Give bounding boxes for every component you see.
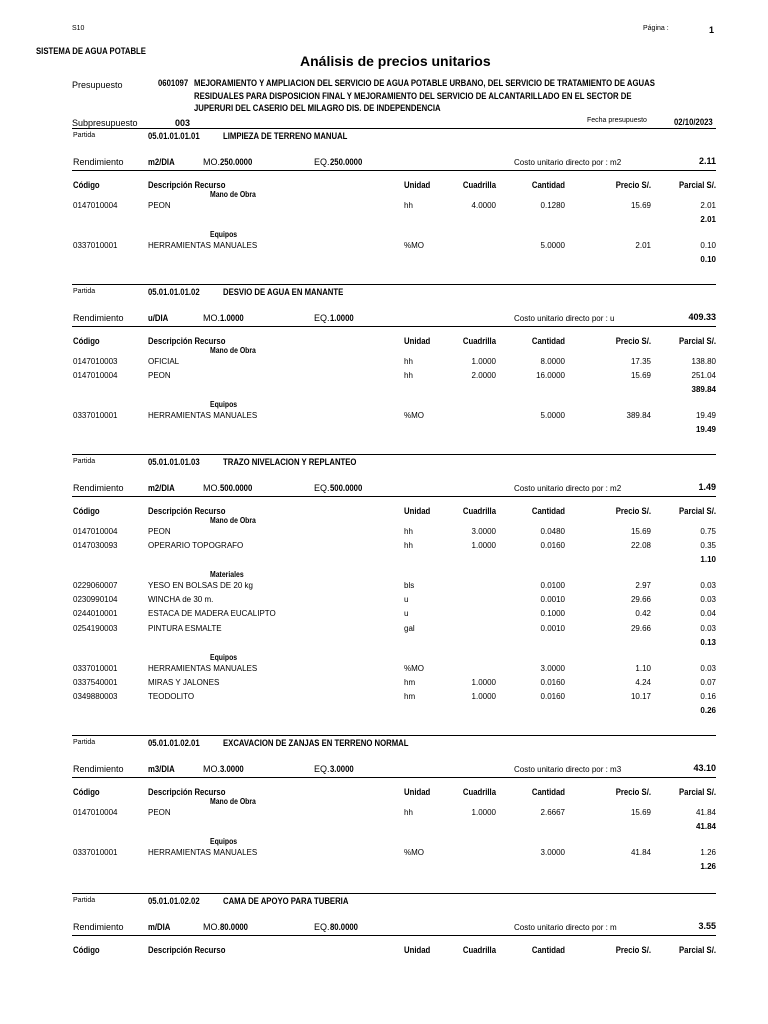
eq-value: 3.0000 bbox=[330, 764, 354, 774]
mo-value: 500.0000 bbox=[220, 483, 253, 493]
mo-value: 3.0000 bbox=[220, 764, 244, 774]
row-description: OFICIAL bbox=[148, 357, 180, 366]
rendimiento-label: Rendimiento bbox=[73, 922, 124, 932]
rendimiento-label: Rendimiento bbox=[73, 764, 124, 774]
unit-cost: 1.49 bbox=[698, 482, 716, 492]
row-cuadrilla: 1.0000 bbox=[471, 357, 496, 366]
row-cantidad: 3.0000 bbox=[540, 663, 565, 673]
eq-value: 1.0000 bbox=[330, 313, 354, 323]
row-precio: 1.10 bbox=[635, 663, 651, 673]
col-header-unidad: Unidad bbox=[404, 945, 431, 955]
mo-value: 250.0000 bbox=[220, 157, 253, 167]
row-cantidad: 0.0480 bbox=[540, 527, 565, 536]
row-cantidad: 0.1280 bbox=[540, 201, 565, 210]
row-parcial: 0.03 bbox=[700, 581, 716, 591]
mo-value: 1.0000 bbox=[220, 313, 244, 323]
row-parcial: 0.75 bbox=[700, 527, 716, 536]
col-header-cantidad: Cantidad bbox=[531, 336, 565, 346]
eq-value: 80.0000 bbox=[330, 922, 358, 932]
row-description: YESO EN BOLSAS DE 20 kg bbox=[148, 581, 253, 591]
unit-cost: 2.11 bbox=[698, 156, 716, 166]
row-cantidad: 16.0000 bbox=[536, 371, 565, 381]
row-cantidad: 0.0160 bbox=[540, 691, 565, 701]
row-cantidad: 0.1000 bbox=[540, 609, 565, 619]
row-code: 0147010003 bbox=[73, 357, 118, 366]
group-title: Mano de Obra bbox=[210, 346, 256, 355]
partida-code: 05.01.01.01.03 bbox=[148, 457, 200, 467]
row-cuadrilla: 3.0000 bbox=[471, 527, 496, 536]
eq-value: 250.0000 bbox=[330, 157, 363, 167]
row-parcial: 19.49 bbox=[695, 411, 716, 421]
col-header-unidad: Unidad bbox=[404, 506, 431, 516]
row-description: PINTURA ESMALTE bbox=[148, 623, 222, 633]
row-description: ESTACA DE MADERA EUCALIPTO bbox=[148, 609, 276, 619]
col-header-cuadrilla: Cuadrilla bbox=[462, 180, 496, 190]
row-parcial: 138.80 bbox=[691, 357, 716, 366]
row-unit: hm bbox=[404, 691, 416, 701]
partida-name: EXCAVACION DE ZANJAS EN TERRENO NORMAL bbox=[223, 738, 409, 748]
row-unit: %MO bbox=[404, 411, 424, 421]
row-cantidad: 0.0160 bbox=[540, 677, 565, 687]
col-header-descripcion: Descripción Recurso bbox=[148, 506, 226, 516]
row-unit: bls bbox=[404, 581, 415, 591]
row-precio: 41.84 bbox=[630, 848, 651, 858]
row-description: HERRAMIENTAS MANUALES bbox=[148, 663, 258, 673]
budget-desc-line-2: RESIDUALES PARA DISPOSICION FINAL Y MEJORAMIENTO DEL SERVICIO DE ALCANTARILLADO EN EL SECTOR DE bbox=[194, 91, 632, 101]
eq-value: 500.0000 bbox=[330, 483, 363, 493]
row-parcial: 2.01 bbox=[700, 201, 716, 210]
mo-label: MO. bbox=[203, 483, 220, 493]
rendimiento-divider bbox=[72, 777, 716, 778]
col-header-cantidad: Cantidad bbox=[531, 787, 565, 797]
row-cantidad: 0.0100 bbox=[540, 581, 565, 591]
row-unit: hh bbox=[404, 527, 413, 536]
row-cuadrilla: 1.0000 bbox=[471, 691, 496, 701]
rendimiento-divider bbox=[72, 496, 716, 497]
row-cantidad: 3.0000 bbox=[540, 848, 565, 858]
col-header-unidad: Unidad bbox=[404, 336, 431, 346]
col-header-cantidad: Cantidad bbox=[531, 945, 565, 955]
row-precio: 29.66 bbox=[630, 623, 651, 633]
rendimiento-divider bbox=[72, 326, 716, 327]
row-unit: %MO bbox=[404, 848, 424, 858]
rendimiento-unit: m2/DIA bbox=[148, 483, 175, 493]
section-top-divider bbox=[72, 284, 716, 285]
date-label: Fecha presupuesto bbox=[587, 117, 647, 124]
row-code: 0229060007 bbox=[73, 581, 118, 591]
eq-label: EQ. bbox=[314, 922, 330, 932]
col-header-precio: Precio S/. bbox=[615, 945, 651, 955]
row-description: PEON bbox=[148, 201, 171, 210]
partida-code: 05.01.01.02.01 bbox=[148, 738, 200, 748]
section-top-divider bbox=[72, 893, 716, 894]
col-header-precio: Precio S/. bbox=[615, 336, 651, 346]
row-parcial: 0.04 bbox=[700, 609, 716, 619]
col-header-parcial: Parcial S/. bbox=[678, 180, 716, 190]
col-header-parcial: Parcial S/. bbox=[678, 945, 716, 955]
rendimiento-unit: m2/DIA bbox=[148, 157, 175, 167]
row-precio: 2.01 bbox=[635, 241, 651, 251]
page-number: 1 bbox=[709, 25, 715, 35]
unit-cost: 43.10 bbox=[693, 763, 716, 773]
partida-name: TRAZO NIVELACION Y REPLANTEO bbox=[223, 457, 357, 467]
row-unit: %MO bbox=[404, 663, 424, 673]
col-header-cuadrilla: Cuadrilla bbox=[462, 506, 496, 516]
row-unit: u bbox=[404, 595, 409, 605]
section-top-divider bbox=[72, 735, 716, 736]
row-code: 0230990104 bbox=[73, 595, 118, 605]
row-precio: 15.69 bbox=[630, 808, 651, 817]
subbudget-code: 003 bbox=[175, 118, 191, 128]
row-parcial: 251.04 bbox=[691, 371, 716, 381]
unit-cost: 409.33 bbox=[688, 312, 716, 322]
row-description: OPERARIO TOPOGRAFO bbox=[148, 541, 244, 551]
cost-label: Costo unitario directo por : m2 bbox=[514, 484, 622, 493]
eq-label: EQ. bbox=[314, 313, 330, 323]
row-parcial: 0.07 bbox=[700, 677, 716, 687]
partida-name: LIMPIEZA DE TERRENO MANUAL bbox=[223, 131, 348, 141]
row-precio: 29.66 bbox=[630, 595, 651, 605]
row-cantidad: 5.0000 bbox=[540, 241, 565, 251]
eq-label: EQ. bbox=[314, 157, 330, 167]
row-parcial: 0.03 bbox=[700, 623, 716, 633]
budget-label: Presupuesto bbox=[72, 80, 123, 90]
cost-label: Costo unitario directo por : m bbox=[514, 923, 617, 932]
row-code: 0147030093 bbox=[73, 541, 118, 551]
row-code: 0147010004 bbox=[73, 201, 118, 210]
rendimiento-divider bbox=[72, 935, 716, 936]
row-precio: 15.69 bbox=[630, 201, 651, 210]
row-unit: hh bbox=[404, 808, 413, 817]
row-parcial: 0.10 bbox=[700, 241, 716, 251]
col-header-codigo: Código bbox=[73, 506, 100, 516]
col-header-precio: Precio S/. bbox=[615, 180, 651, 190]
row-unit: u bbox=[404, 609, 409, 619]
group-total: 19.49 bbox=[695, 425, 716, 435]
row-precio: 0.42 bbox=[635, 609, 651, 619]
row-description: MIRAS Y JALONES bbox=[148, 677, 220, 687]
row-code: 0147010004 bbox=[73, 808, 118, 817]
mo-label: MO. bbox=[203, 764, 220, 774]
row-code: 0349880003 bbox=[73, 691, 118, 701]
row-description: PEON bbox=[148, 371, 171, 381]
group-total: 0.10 bbox=[700, 255, 716, 265]
cost-label: Costo unitario directo por : m3 bbox=[514, 765, 622, 774]
partida-code: 05.01.01.02.02 bbox=[148, 896, 200, 906]
row-cuadrilla: 2.0000 bbox=[471, 371, 496, 381]
row-cantidad: 0.0010 bbox=[540, 595, 565, 605]
group-total: 1.10 bbox=[700, 555, 716, 565]
row-code: 0337540001 bbox=[73, 677, 118, 687]
row-description: PEON bbox=[148, 527, 171, 536]
partida-name: CAMA DE APOYO PARA TUBERIA bbox=[223, 896, 349, 906]
group-title: Equipos bbox=[210, 652, 238, 662]
row-description: TEODOLITO bbox=[148, 691, 195, 701]
rendimiento-label: Rendimiento bbox=[73, 483, 124, 493]
group-total: 0.13 bbox=[700, 637, 716, 647]
col-header-unidad: Unidad bbox=[404, 787, 431, 797]
partida-label: Partida bbox=[73, 739, 96, 746]
col-header-precio: Precio S/. bbox=[615, 787, 651, 797]
row-cuadrilla: 4.0000 bbox=[471, 201, 496, 210]
col-header-cuadrilla: Cuadrilla bbox=[462, 945, 496, 955]
col-header-codigo: Código bbox=[73, 787, 100, 797]
row-unit: hh bbox=[404, 357, 413, 366]
row-parcial: 1.26 bbox=[700, 848, 716, 858]
row-unit: hh bbox=[404, 201, 413, 210]
page-label: Página : bbox=[643, 25, 669, 32]
col-header-descripcion: Descripción Recurso bbox=[148, 787, 226, 797]
col-header-cantidad: Cantidad bbox=[531, 506, 565, 516]
row-unit: hh bbox=[404, 541, 413, 551]
row-code: 0147010004 bbox=[73, 371, 118, 381]
group-total: 0.26 bbox=[700, 705, 716, 715]
row-unit: gal bbox=[404, 623, 415, 633]
row-code: 0244010001 bbox=[73, 609, 118, 619]
row-parcial: 0.03 bbox=[700, 595, 716, 605]
row-code: 0337010001 bbox=[73, 848, 118, 858]
group-total: 2.01 bbox=[700, 215, 716, 225]
row-description: HERRAMIENTAS MANUALES bbox=[148, 848, 258, 858]
group-title: Materiales bbox=[210, 570, 244, 580]
row-parcial: 41.84 bbox=[695, 808, 716, 817]
row-cantidad: 0.0010 bbox=[540, 623, 565, 633]
rendimiento-label: Rendimiento bbox=[73, 313, 124, 323]
row-precio: 15.69 bbox=[630, 371, 651, 381]
col-header-codigo: Código bbox=[73, 180, 100, 190]
group-title: Equipos bbox=[210, 230, 238, 240]
mo-value: 80.0000 bbox=[220, 922, 248, 932]
col-header-parcial: Parcial S/. bbox=[678, 336, 716, 346]
group-title: Equipos bbox=[210, 400, 238, 410]
row-cantidad: 5.0000 bbox=[540, 411, 565, 421]
row-code: 0337010001 bbox=[73, 663, 118, 673]
row-parcial: 0.16 bbox=[700, 691, 716, 701]
row-code: 0337010001 bbox=[73, 241, 118, 251]
row-precio: 389.84 bbox=[626, 411, 651, 421]
rendimiento-unit: u/DIA bbox=[148, 313, 169, 323]
group-title: Mano de Obra bbox=[210, 516, 256, 525]
section-top-divider bbox=[72, 454, 716, 455]
col-header-descripcion: Descripción Recurso bbox=[148, 336, 226, 346]
budget-code: 0601097 bbox=[158, 78, 189, 88]
row-code: 0147010004 bbox=[73, 527, 118, 536]
row-precio: 17.35 bbox=[630, 357, 651, 366]
subbudget-label: Subpresupuesto bbox=[72, 118, 138, 128]
mo-label: MO. bbox=[203, 313, 220, 323]
row-cuadrilla: 1.0000 bbox=[471, 808, 496, 817]
row-parcial: 0.35 bbox=[700, 541, 716, 551]
eq-label: EQ. bbox=[314, 764, 330, 774]
partida-label: Partida bbox=[73, 458, 96, 465]
page-title: Análisis de precios unitarios bbox=[300, 53, 491, 69]
col-header-codigo: Código bbox=[73, 945, 100, 955]
col-header-descripcion: Descripción Recurso bbox=[148, 180, 226, 190]
group-title: Mano de Obra bbox=[210, 797, 256, 806]
mo-label: MO. bbox=[203, 922, 220, 932]
col-header-codigo: Código bbox=[73, 336, 100, 346]
col-header-descripcion: Descripción Recurso bbox=[148, 945, 226, 955]
rendimiento-unit: m3/DIA bbox=[148, 764, 175, 774]
row-cantidad: 8.0000 bbox=[540, 357, 565, 366]
partida-label: Partida bbox=[73, 132, 96, 139]
row-precio: 22.08 bbox=[630, 541, 651, 551]
col-header-cuadrilla: Cuadrilla bbox=[462, 336, 496, 346]
cost-label: Costo unitario directo por : m2 bbox=[514, 158, 622, 167]
group-title: Mano de Obra bbox=[210, 190, 256, 199]
col-header-parcial: Parcial S/. bbox=[678, 506, 716, 516]
row-precio: 2.97 bbox=[635, 581, 651, 591]
col-header-unidad: Unidad bbox=[404, 180, 431, 190]
row-cuadrilla: 1.0000 bbox=[471, 677, 496, 687]
report-code: S10 bbox=[72, 25, 85, 32]
rendimiento-label: Rendimiento bbox=[73, 157, 124, 167]
rendimiento-unit: m/DIA bbox=[148, 922, 171, 932]
group-title: Equipos bbox=[210, 837, 238, 847]
row-cantidad: 2.6667 bbox=[540, 808, 565, 817]
eq-label: EQ. bbox=[314, 483, 330, 493]
row-unit: hh bbox=[404, 371, 413, 381]
group-total: 1.26 bbox=[700, 862, 716, 872]
row-description: HERRAMIENTAS MANUALES bbox=[148, 241, 258, 251]
row-unit: %MO bbox=[404, 241, 424, 251]
row-description: PEON bbox=[148, 808, 171, 817]
row-cuadrilla: 1.0000 bbox=[471, 541, 496, 551]
row-code: 0337010001 bbox=[73, 411, 118, 421]
partida-code: 05.01.01.01.02 bbox=[148, 287, 200, 297]
date-value: 02/10/2023 bbox=[674, 117, 713, 127]
row-description: WINCHA de 30 m. bbox=[148, 595, 214, 605]
row-precio: 15.69 bbox=[630, 527, 651, 536]
col-header-cantidad: Cantidad bbox=[531, 180, 565, 190]
group-total: 389.84 bbox=[691, 385, 716, 395]
row-description: HERRAMIENTAS MANUALES bbox=[148, 411, 258, 421]
col-header-cuadrilla: Cuadrilla bbox=[462, 787, 496, 797]
row-precio: 4.24 bbox=[635, 677, 651, 687]
rendimiento-divider bbox=[72, 170, 716, 171]
cost-label: Costo unitario directo por : u bbox=[514, 314, 615, 323]
budget-desc-line-3: JUPERURI DEL CASERIO DEL MILAGRO DIS. DE INDEPENDENCIA bbox=[194, 103, 441, 113]
row-parcial: 0.03 bbox=[700, 663, 716, 673]
system-name: SISTEMA DE AGUA POTABLE bbox=[36, 46, 146, 56]
row-code: 0254190003 bbox=[73, 623, 118, 633]
partida-label: Partida bbox=[73, 897, 96, 904]
col-header-precio: Precio S/. bbox=[615, 506, 651, 516]
row-unit: hm bbox=[404, 677, 416, 687]
partida-name: DESVIO DE AGUA EN MANANTE bbox=[223, 287, 344, 297]
row-cantidad: 0.0160 bbox=[540, 541, 565, 551]
row-precio: 10.17 bbox=[630, 691, 651, 701]
partida-code: 05.01.01.01.01 bbox=[148, 131, 200, 141]
budget-desc-line-1: MEJORAMIENTO Y AMPLIACION DEL SERVICIO DE AGUA POTABLE URBANO, DEL SERVICIO DE TRATAMIENTO DE AGUAS bbox=[194, 78, 655, 88]
unit-cost: 3.55 bbox=[698, 921, 716, 931]
section-top-divider bbox=[72, 128, 716, 129]
mo-label: MO. bbox=[203, 157, 220, 167]
partida-label: Partida bbox=[73, 288, 96, 295]
group-total: 41.84 bbox=[695, 822, 716, 832]
col-header-parcial: Parcial S/. bbox=[678, 787, 716, 797]
